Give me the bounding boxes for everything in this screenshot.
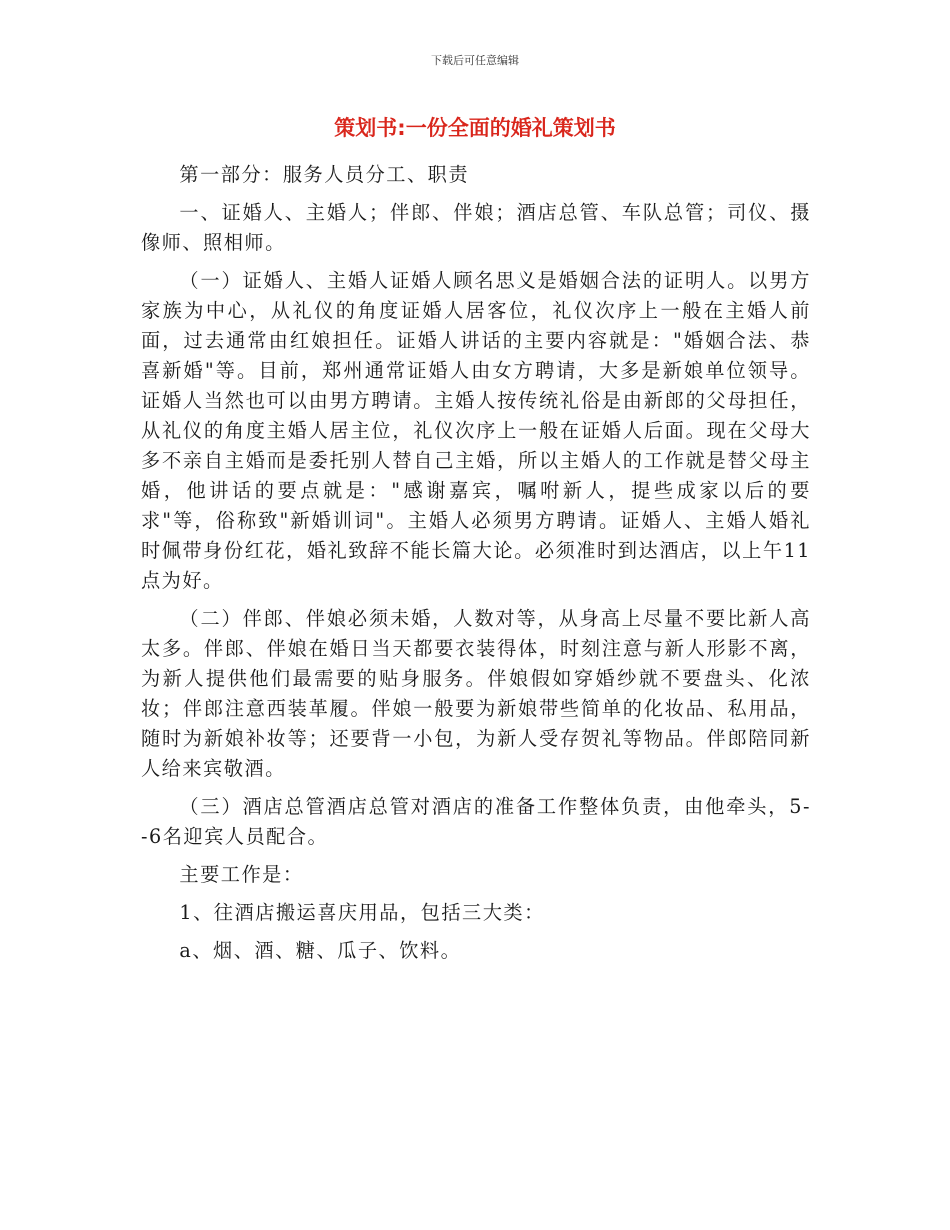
paragraph-main-work: 主要工作是： — [179, 863, 304, 886]
page-header: 下载后可任意编辑 — [431, 54, 519, 67]
paragraph-witness-host: （一）证婚人、主婚人证婚人顾名思义是婚姻合法的证明人。以男方家族为中心，从礼仪的角度证婚人居客位，礼仪次序上一般在主婚人前面，过去通常由红娘担任。证婚人讲话的主要内容就是："婚姻合法、恭喜新婚"等。目前，郑州通常证婚人由女方聘请，大多是新娘单位领导。证婚人当然也可以由男方聘请。主婚人按传统礼俗是由新郎的父母担任，从礼仪的角度主婚人居主位，礼仪次序上一般在证婚人后面。现在父母大多不亲自主婚而是委托别人替自己主婚，所以主婚人的工作就是替父母主婚，他讲话的要点就是："感谢嘉宾，嘱咐新人，提些成家以后的要求"等，俗称致"新婚训词"。主婚人必须男方聘请。证婚人、主婚人婚礼时佩带身份红花，婚礼致辞不能长篇大论。必须准时到达酒店，以上午11点为好。 — [141, 269, 811, 592]
paragraph-best-man-bridesmaid: （二）伴郎、伴娘必须未婚，人数对等，从身高上尽量不要比新人高太多。伴郎、伴娘在婚日当天都要衣装得体，时刻注意与新人形影不离，为新人提供他们最需要的贴身服务。伴娘假如穿婚纱就不要盘头、化浓妆；伴郎注意西装革履。伴娘一般要为新娘带些简单的化妆品、私用品，随时为新娘补妆等；还要背一小包，为新人受存贺礼等物品。伴郎陪同新人给来宾敬酒。 — [141, 607, 811, 780]
document-title: 策划书:一份全面的婚礼策划书 — [334, 116, 616, 140]
section-heading: 第一部分：服务人员分工、职责 — [179, 163, 470, 186]
list-item-1: 1、往酒店搬运喜庆用品，包括三大类： — [179, 901, 545, 924]
paragraph-hotel-manager: （三）酒店总管酒店总管对酒店的准备工作整体负责，由他牵头，5--6名迎宾人员配合。 — [141, 795, 811, 848]
paragraph-roles-list: 一、证婚人、主婚人；伴郎、伴娘；酒店总管、车队总管；司仪、摄像师、照相师。 — [141, 201, 811, 254]
list-item-a: a、烟、酒、糖、瓜子、饮料。 — [179, 939, 462, 962]
document-body — [141, 160, 811, 974]
